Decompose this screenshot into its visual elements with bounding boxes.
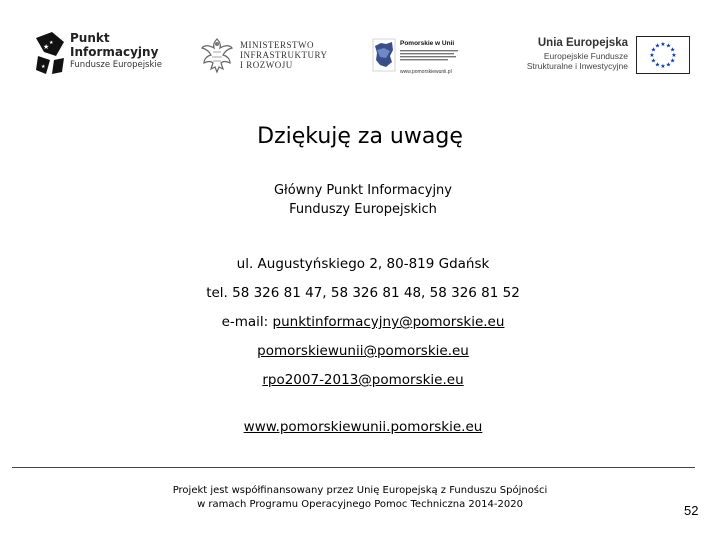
email-link-pomorskiewunii[interactable]: pomorskiewunii@pomorskie.eu (257, 343, 469, 359)
eu-star-icon: ★ (650, 58, 657, 65)
eu-star-icon: ★ (665, 62, 672, 69)
svg-text:★: ★ (43, 44, 50, 51)
eu-star-icon: ★ (671, 53, 677, 59)
email-row (0, 308, 720, 337)
punkt-informacyjny-logo (34, 28, 164, 80)
ue-sub1: Europejskie Fundusze (543, 51, 628, 61)
phone: tel. 58 326 81 47, 58 326 81 48, 58 326 81 52 (206, 285, 520, 301)
pif-mark-icon (34, 30, 66, 76)
footer-note (0, 484, 720, 512)
pif-wordmark (70, 31, 162, 71)
eu-star-icon: ★ (660, 42, 666, 48)
svg-text:★: ★ (49, 40, 54, 46)
footer-line1: Projekt jest współfinansowany przez Unię Europejską z Funduszu Spójności (172, 485, 548, 496)
region-map-icon (372, 38, 396, 72)
eu-star-icon: ★ (654, 43, 661, 50)
eu-star-icon: ★ (665, 43, 672, 50)
eu-star-icon: ★ (660, 64, 666, 70)
email-row-3 (0, 366, 720, 395)
ministry-line2: INFRASTRUKTURY (240, 50, 328, 60)
slide-title: Dziękuję za uwagę (257, 124, 463, 149)
eagle-emblem-icon (200, 36, 234, 74)
pif-line1: Punkt (70, 31, 110, 45)
pomorskie-w-unii-logo (372, 36, 464, 76)
eu-star-icon: ★ (650, 47, 657, 54)
eu-star-icon: ★ (669, 47, 676, 54)
ministry-line3: I ROZWOJU (240, 60, 293, 70)
organization-name (0, 181, 720, 219)
pomorskie-fine-print (400, 49, 460, 61)
logo-bar (0, 0, 720, 95)
pomorskie-url: www.pomorskiewunii.pl (400, 69, 452, 75)
svg-text:★: ★ (41, 64, 46, 70)
pomorskie-title: Pomorskie w Unii (400, 40, 455, 47)
eu-star-icon: ★ (649, 53, 655, 59)
website-link[interactable]: www.pomorskiewunii.pomorskie.eu (243, 419, 483, 435)
footer-line2: w ramach Programu Operacyjnego Pomoc Techniczna 2014-2020 (197, 499, 523, 510)
contact-details (0, 250, 720, 395)
ue-sub2: Strukturalne i Inwestycyjne (526, 61, 628, 71)
ministry-wordmark (240, 40, 328, 70)
ue-wordmark (527, 36, 628, 71)
pif-line2: Informacyjny (70, 45, 159, 59)
pif-line3: Fundusze Europejskie (70, 60, 162, 70)
ministry-logo (200, 36, 330, 76)
org-line2: Funduszy Europejskich (289, 202, 437, 217)
email-link-rpo[interactable]: rpo2007-2013@pomorskie.eu (262, 372, 464, 388)
website-row (0, 414, 720, 440)
email-row-2 (0, 337, 720, 366)
email-link-punktinformacyjny[interactable]: punktinformacyjny@pomorskie.eu (272, 314, 505, 330)
unia-europejska-logo (520, 34, 690, 80)
ue-title: Unia Europejska (537, 37, 628, 49)
address: ul. Augustyńskiego 2, 80-819 Gdańsk (236, 256, 490, 272)
pomorskie-wordmark (400, 40, 460, 76)
footer-divider (12, 467, 695, 468)
email-label: e-mail: (221, 314, 273, 330)
ministry-line1: MINISTERSTWO (240, 40, 314, 50)
org-line1: Główny Punkt Informacyjny (273, 183, 452, 198)
eu-star-icon: ★ (654, 62, 661, 69)
page-number: 52 (684, 503, 699, 518)
eu-flag-icon (636, 36, 690, 74)
eu-star-icon: ★ (669, 58, 676, 65)
